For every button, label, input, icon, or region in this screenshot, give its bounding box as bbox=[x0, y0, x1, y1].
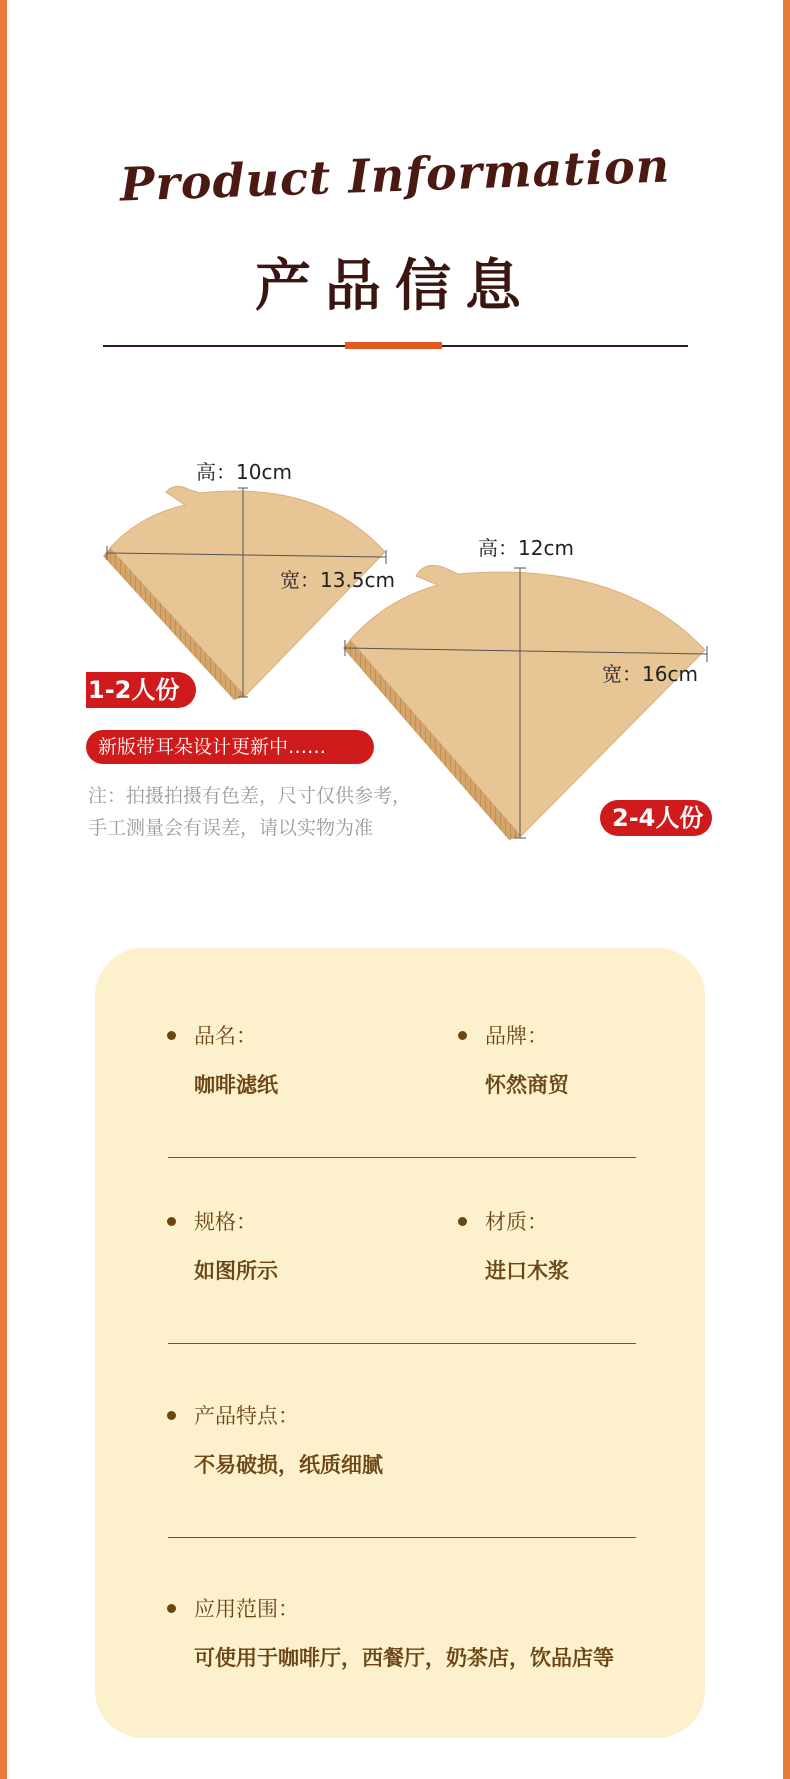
spec-value: 可使用于咖啡厅，西餐厅，奶茶店，饮品店等 bbox=[194, 1646, 614, 1670]
spec-label: 材质： bbox=[485, 1210, 548, 1234]
large-size-badge: 2-4人份 bbox=[600, 800, 712, 836]
spec-value: 如图所示 bbox=[194, 1259, 278, 1283]
spec-label: 应用范围： bbox=[194, 1597, 299, 1621]
disclaimer-line-1: 注：拍摄拍摄有色差，尺寸仅供参考， bbox=[88, 785, 412, 807]
spec-divider bbox=[168, 1157, 636, 1158]
bullet-dot bbox=[167, 1604, 176, 1613]
bullet-dot bbox=[458, 1217, 467, 1226]
spec-divider bbox=[168, 1537, 636, 1538]
small-height-label: 高：10cm bbox=[196, 460, 292, 484]
small-size-badge: 1-2人份 bbox=[86, 672, 196, 708]
bullet-dot bbox=[167, 1031, 176, 1040]
spec-label: 规格： bbox=[194, 1210, 257, 1234]
large-height-label: 高：12cm bbox=[478, 536, 574, 560]
bullet-dot bbox=[458, 1031, 467, 1040]
spec-value: 不易破损，纸质细腻 bbox=[194, 1453, 383, 1477]
spec-value: 怀然商贸 bbox=[485, 1073, 569, 1097]
spec-label: 品牌： bbox=[485, 1024, 548, 1048]
spec-card bbox=[95, 948, 705, 1738]
script-title: Product Information bbox=[119, 138, 671, 212]
spec-label: 产品特点： bbox=[194, 1404, 299, 1428]
page-title: 产品信息 bbox=[255, 254, 535, 319]
title-accent-bar bbox=[345, 342, 442, 349]
bullet-dot bbox=[167, 1217, 176, 1226]
new-version-banner: 新版带耳朵设计更新中…… bbox=[86, 730, 374, 764]
spec-divider bbox=[168, 1343, 636, 1344]
spec-value: 进口木浆 bbox=[485, 1259, 569, 1283]
bullet-dot bbox=[167, 1411, 176, 1420]
large-width-label: 宽：16cm bbox=[602, 662, 698, 686]
disclaimer-note bbox=[88, 780, 411, 844]
spec-label: 品名： bbox=[194, 1024, 257, 1048]
small-filter-shape bbox=[103, 486, 386, 700]
disclaimer-line-2: 手工测量会有误差，请以实物为准 bbox=[88, 817, 374, 839]
spec-value: 咖啡滤纸 bbox=[194, 1073, 278, 1097]
small-width-label: 宽：13.5cm bbox=[280, 568, 396, 592]
